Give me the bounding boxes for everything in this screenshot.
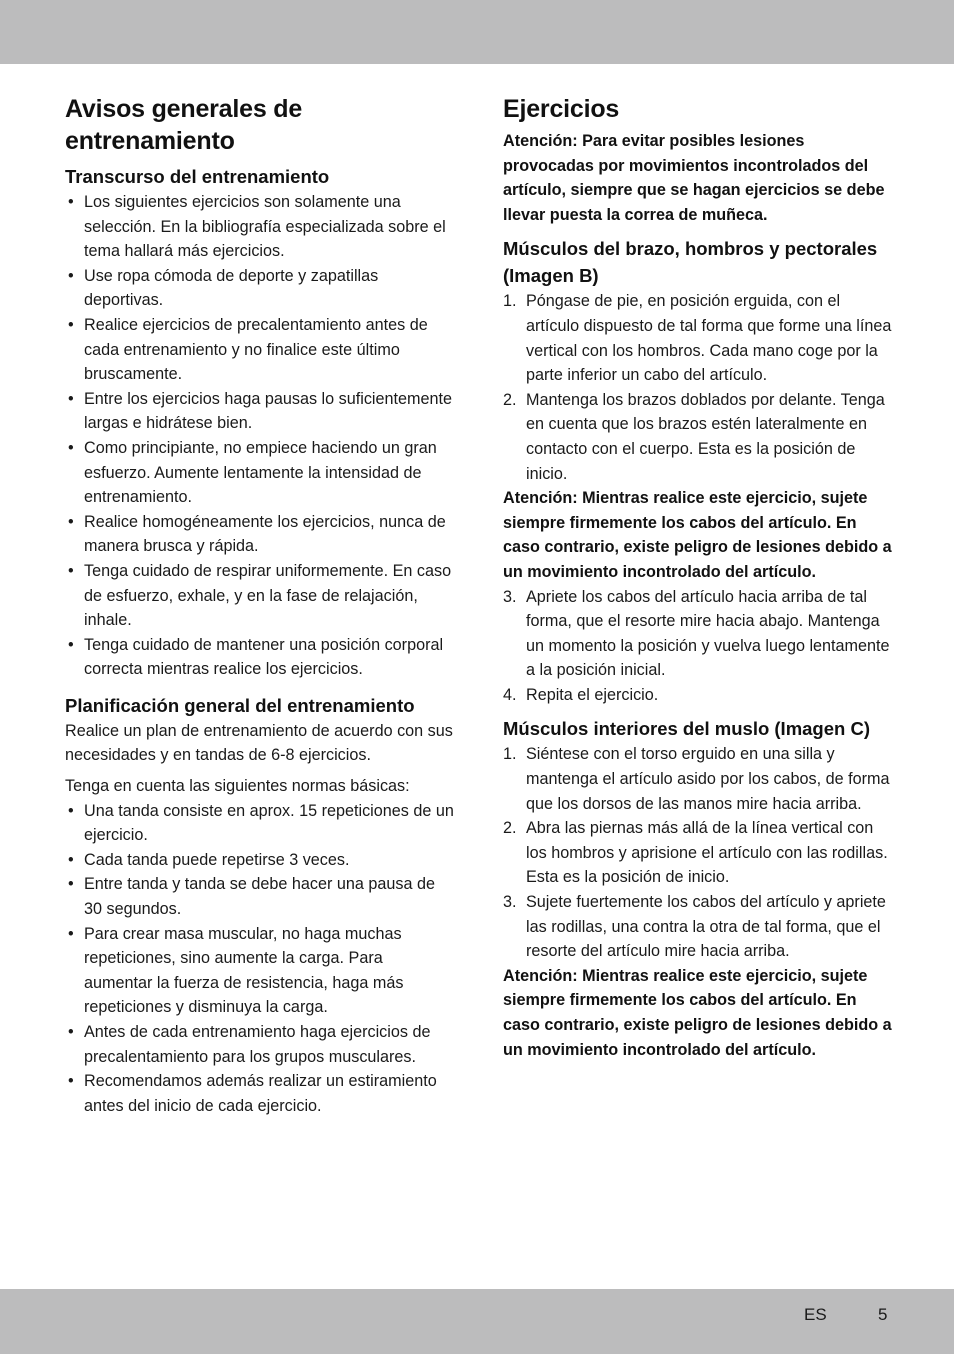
step-text: Mantenga los brazos doblados por delante. Tenga en cuenta que los brazos estén lateralmente en contacto con el cuerpo. Esta es la posición de inicio. bbox=[526, 390, 885, 483]
list-item: • Entre los ejercicios haga pausas lo suficientemente largas e hidrátese bien. bbox=[65, 387, 455, 436]
list-item: • Los siguientes ejercicios son solamente una selección. En la bibliografía especializada sobre el tema hallará más ejercicios. bbox=[65, 190, 455, 264]
exercise-c-steps bbox=[503, 742, 893, 963]
heading-inner-thigh: Músculos interiores del muslo (Imagen C) bbox=[503, 718, 870, 740]
training-course-list bbox=[65, 190, 455, 682]
list-item: • Realice homogéneamente los ejercicios, nunca de manera brusca y rápida. bbox=[65, 510, 455, 559]
list-item bbox=[503, 585, 893, 683]
step-number: 3. bbox=[503, 893, 517, 912]
list-item: • Entre tanda y tanda se debe hacer una pausa de 30 segundos. bbox=[65, 872, 455, 921]
exercise-b-steps-b bbox=[503, 585, 893, 708]
step-number: 2. bbox=[503, 819, 517, 838]
list-item: • Para crear masa muscular, no haga muchas repeticiones, sino aumente la carga. Para aumentar la fuerza de resistencia, haga más repeticiones y disminuya la carga. bbox=[65, 922, 455, 1020]
list-item: • Tenga cuidado de respirar uniformemente. En caso de esfuerzo, exhale, y en la fase de relajación, inhale. bbox=[65, 559, 455, 633]
list-item bbox=[503, 816, 893, 890]
list-item: • Use ropa cómoda de deporte y zapatillas deportivas. bbox=[65, 264, 455, 313]
list-item bbox=[503, 683, 893, 708]
list-item: • Cada tanda puede repetirse 3 veces. bbox=[65, 848, 455, 873]
page-number: 5 bbox=[878, 1305, 888, 1324]
list-item: • Como principiante, no empiece haciendo un gran esfuerzo. Aumente lentamente la intensidad de entrenamiento. bbox=[65, 436, 455, 510]
heading-general-planning: Planificación general del entrenamiento bbox=[65, 694, 415, 716]
exercise-b-steps-a bbox=[503, 289, 893, 486]
attention-wrist-strap: Atención: Para evitar posibles lesiones provocadas por movimientos incontrolados del artículo, siempre que se hagan ejercicios se debe llevar puesta la correa de muñeca. bbox=[503, 132, 885, 224]
section-title-training-tips: Avisos generales de entrenamiento bbox=[65, 95, 303, 155]
list-item bbox=[503, 388, 893, 486]
section-title-exercises: Ejercicios bbox=[503, 95, 620, 123]
step-number: 4. bbox=[503, 685, 517, 704]
warning-exercise-b: Atención: Mientras realice este ejercicio, sujete siempre firmemente los cabos del artículo. En caso contrario, existe peligro de lesiones debido a un movimiento incontrolado del artículo. bbox=[503, 489, 892, 581]
step-number: 1. bbox=[503, 292, 517, 311]
list-item bbox=[503, 742, 893, 816]
planning-rules-list bbox=[65, 799, 455, 1119]
list-item bbox=[503, 289, 893, 387]
list-item: • Realice ejercicios de precalentamiento antes de cada entrenamiento y no finalice este último bruscamente. bbox=[65, 313, 455, 387]
left-column bbox=[65, 93, 455, 1118]
heading-arm-shoulder-chest: Músculos del brazo, hombros y pectorales (Imagen B) bbox=[503, 238, 878, 287]
list-item: • Una tanda consiste en aprox. 15 repeticiones de un ejercicio. bbox=[65, 799, 455, 848]
step-text: Póngase de pie, en posición erguida, con el artículo dispuesto de tal forma que forme una línea vertical con los hombros. Cada mano coge por la parte inferior un cabo del artículo. bbox=[526, 292, 892, 385]
step-number: 1. bbox=[503, 745, 517, 764]
header-band bbox=[0, 0, 954, 64]
step-text: Sujete fuertemente los cabos del artículo y apriete las rodillas, una contra la otra de tal forma, que el resorte del artículo mire hacia arriba. bbox=[526, 893, 886, 961]
language-code: ES bbox=[804, 1305, 827, 1324]
step-text: Abra las piernas más allá de la línea vertical con los hombros y aprisione el artículo con las rodillas. Esta es la posición de inicio. bbox=[526, 819, 888, 887]
step-text: Apriete los cabos del artículo hacia arriba de tal forma, que el resorte mire hacia abajo. Mantenga un momento la posición y vuelva luego lentamente a la posición inicial. bbox=[526, 587, 890, 680]
step-number: 2. bbox=[503, 390, 517, 409]
heading-training-course: Transcurso del entrenamiento bbox=[65, 166, 330, 187]
warning-exercise-c: Atención: Mientras realice este ejercicio, sujete siempre firmemente los cabos del artículo. En caso contrario, existe peligro de lesiones debido a un movimiento incontrolado del artículo. bbox=[503, 966, 892, 1059]
planning-rules-intro: Tenga en cuenta las siguientes normas básicas: bbox=[65, 777, 410, 796]
step-text: Siéntese con el torso erguido en una silla y mantenga el artículo asido por los cabos, de forma que los dorsos de las manos mire hacia arriba. bbox=[526, 745, 890, 813]
list-item: • Tenga cuidado de mantener una posición corporal correcta mientras realice los ejercicios. bbox=[65, 633, 455, 682]
list-item: • Recomendamos además realizar un estiramiento antes del inicio de cada ejercicio. bbox=[65, 1069, 455, 1118]
list-item bbox=[503, 890, 893, 964]
right-column bbox=[503, 93, 893, 1062]
step-number: 3. bbox=[503, 587, 517, 606]
list-item: • Antes de cada entrenamiento haga ejercicios de precalentamiento para los grupos musculares. bbox=[65, 1020, 455, 1069]
step-text: Repita el ejercicio. bbox=[526, 685, 659, 704]
planning-intro: Realice un plan de entrenamiento de acuerdo con sus necesidades y en tandas de 6-8 ejercicios. bbox=[65, 721, 453, 765]
